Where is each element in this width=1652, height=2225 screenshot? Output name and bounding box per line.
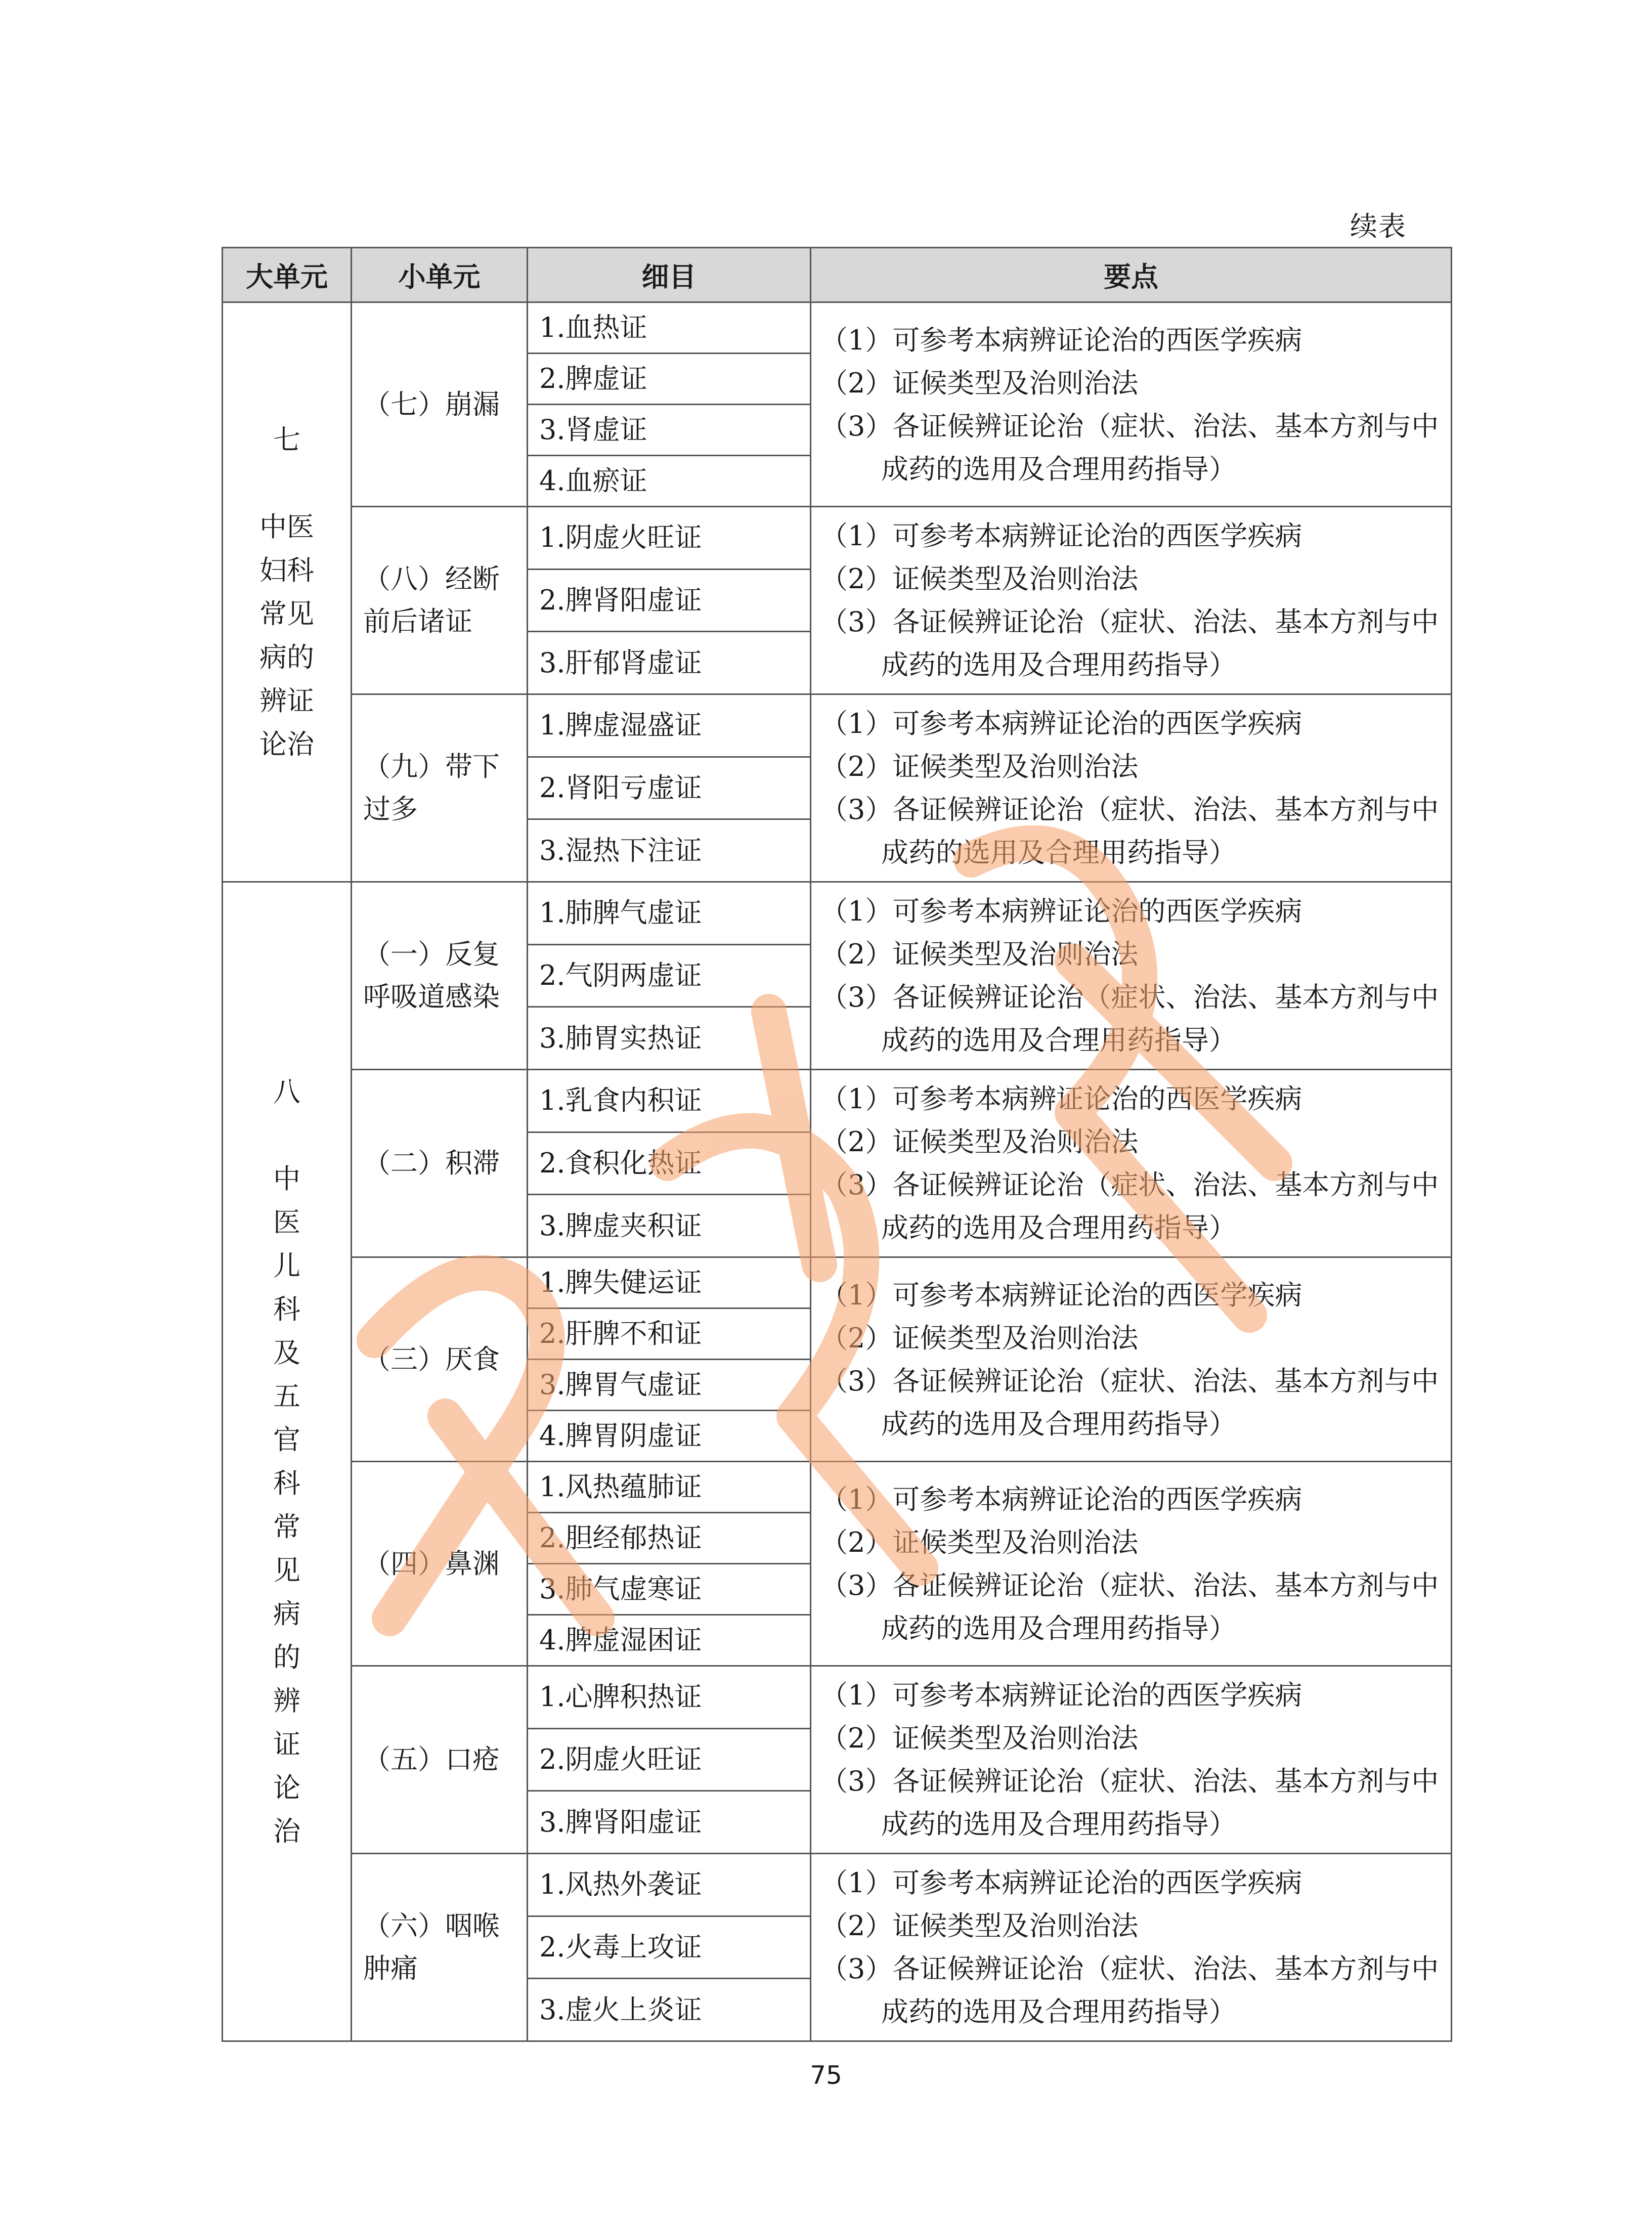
key-point-line: （2）证候类型及治则治法 [820,1722,1139,1754]
key-point-line: （1）可参考本病辨证论治的西医学疾病 [820,708,1302,739]
item-cell: 3.脾胃气虚证 [528,1360,811,1411]
key-point-line: （2）证候类型及治则治法 [820,751,1139,782]
key-points-cell [811,1070,1452,1257]
item-cell: 1.肺脾气虚证 [528,882,811,945]
major-unit-cell: 八 中 医 儿 科 及 五 官 科 常 见 病 的 辨 证 论 治 [223,882,352,2041]
table-row [223,1666,1452,1729]
key-points-cell [811,302,1452,507]
table-row [223,507,1452,570]
major-unit-cell: 七 中医 妇科 常见 病的 辨证 论治 [223,302,352,882]
key-point-line: （2）证候类型及治则治法 [820,367,1139,399]
header-key-points: 要点 [811,248,1452,302]
item-cell: 1.心脾积热证 [528,1666,811,1729]
item-cell: 4.脾胃阴虚证 [528,1411,811,1462]
key-point-line: （3）各证候辨证论治（症状、治法、基本方剂与中 [820,981,1439,1013]
key-points-cell [811,1462,1452,1666]
key-point-line: 成药的选用及合理用药指导） [881,837,1236,868]
key-point-line: （1）可参考本病辨证论治的西医学疾病 [820,1867,1302,1899]
key-points-cell [811,1854,1452,2041]
item-cell: 1.乳食内积证 [528,1070,811,1132]
item-cell: 3.肺胃实热证 [528,1007,811,1070]
key-points-cell [811,1666,1452,1854]
key-point-line: （2）证候类型及治则治法 [820,1126,1139,1158]
minor-unit-cell: （三）厌食 [352,1257,528,1462]
minor-unit-cell: （六）咽喉肿痛 [352,1854,528,2041]
header-major-unit: 大单元 [223,248,352,302]
item-cell: 1.血热证 [528,302,811,354]
item-cell: 3.肺气虚寒证 [528,1564,811,1615]
table-header-row [223,248,1452,302]
page-number: 75 [810,2061,842,2090]
key-point-line: （3）各证候辨证论治（症状、治法、基本方剂与中 [820,410,1439,442]
key-point-line: （3）各证候辨证论治（症状、治法、基本方剂与中 [820,794,1439,825]
key-point-line: 成药的选用及合理用药指导） [881,1808,1236,1840]
key-point-line: （2）证候类型及治则治法 [820,938,1139,970]
item-cell: 3.肾虚证 [528,405,811,456]
minor-unit-cell: （五）口疮 [352,1666,528,1854]
key-point-line: （1）可参考本病辨证论治的西医学疾病 [820,1483,1302,1515]
item-cell: 2.食积化热证 [528,1132,811,1195]
item-cell: 3.脾肾阳虚证 [528,1791,811,1854]
key-point-line: 成药的选用及合理用药指导） [881,1024,1236,1056]
key-point-line: （3）各证候辨证论治（症状、治法、基本方剂与中 [820,1953,1439,1985]
table-row [223,1257,1452,1308]
key-point-line: （3）各证候辨证论治（症状、治法、基本方剂与中 [820,606,1439,638]
key-point-line: 成药的选用及合理用药指导） [881,1612,1236,1644]
minor-unit-cell: （四）鼻渊 [352,1462,528,1666]
table-row [223,882,1452,945]
minor-unit-cell: （二）积滞 [352,1070,528,1257]
item-cell: 2.气阴两虚证 [528,944,811,1007]
key-point-line: 成药的选用及合理用药指导） [881,649,1236,681]
table-row [223,1462,1452,1513]
item-cell: 3.虚火上炎证 [528,1979,811,2041]
item-cell: 2.胆经郁热证 [528,1513,811,1564]
key-point-line: （2）证候类型及治则治法 [820,563,1139,595]
table-row [223,694,1452,757]
table-row [223,302,1452,354]
key-point-line: 成药的选用及合理用药指导） [881,1408,1236,1440]
table-body [223,302,1452,2041]
item-cell: 3.脾虚夹积证 [528,1195,811,1257]
key-point-line: （3）各证候辨证论治（症状、治法、基本方剂与中 [820,1169,1439,1201]
key-point-line: 成药的选用及合理用药指导） [881,453,1236,485]
item-cell: 4.脾虚湿困证 [528,1615,811,1666]
item-cell: 1.阴虚火旺证 [528,507,811,570]
key-points-cell [811,694,1452,882]
item-cell: 1.脾虚湿盛证 [528,694,811,757]
key-points-cell [811,507,1452,694]
minor-unit-cell: （九）带下过多 [352,694,528,882]
item-cell: 4.血瘀证 [528,456,811,507]
key-point-line: （1）可参考本病辨证论治的西医学疾病 [820,1083,1302,1115]
key-point-line: （1）可参考本病辨证论治的西医学疾病 [820,1279,1302,1311]
key-point-line: （1）可参考本病辨证论治的西医学疾病 [820,520,1302,552]
key-point-line: 成药的选用及合理用药指导） [881,1212,1236,1244]
key-point-line: （1）可参考本病辨证论治的西医学疾病 [820,895,1302,927]
table-row [223,1854,1452,1916]
table-row [223,1070,1452,1132]
minor-unit-cell: （一）反复呼吸道感染 [352,882,528,1070]
item-cell: 1.脾失健运证 [528,1257,811,1308]
minor-unit-cell: （七）崩漏 [352,302,528,507]
item-cell: 2.肾阳亏虚证 [528,757,811,819]
key-point-line: （2）证候类型及治则治法 [820,1322,1139,1354]
item-cell: 2.脾肾阳虚证 [528,569,811,632]
key-point-line: （3）各证候辨证论治（症状、治法、基本方剂与中 [820,1365,1439,1397]
key-point-line: （1）可参考本病辨证论治的西医学疾病 [820,1679,1302,1711]
key-points-cell [811,1257,1452,1462]
minor-unit-cell: （八）经断前后诸证 [352,507,528,694]
item-cell: 2.火毒上攻证 [528,1916,811,1979]
key-points-cell [811,882,1452,1070]
key-point-line: （2）证候类型及治则治法 [820,1910,1139,1942]
item-cell: 1.风热蕴肺证 [528,1462,811,1513]
item-cell: 2.肝脾不和证 [528,1308,811,1360]
key-point-line: （3）各证候辨证论治（症状、治法、基本方剂与中 [820,1765,1439,1797]
key-point-line: （2）证候类型及治则治法 [820,1526,1139,1558]
key-point-line: （1）可参考本病辨证论治的西医学疾病 [820,324,1302,356]
key-point-line: 成药的选用及合理用药指导） [881,1996,1236,2028]
item-cell: 1.风热外袭证 [528,1854,811,1916]
item-cell: 3.肝郁肾虚证 [528,632,811,694]
header-item: 细目 [528,248,811,302]
key-point-line: （3）各证候辨证论治（症状、治法、基本方剂与中 [820,1569,1439,1601]
syllabus-table [222,247,1452,2042]
continued-label: 续表 [1350,210,1407,242]
header-minor-unit: 小单元 [352,248,528,302]
item-cell: 2.脾虚证 [528,354,811,405]
item-cell: 3.湿热下注证 [528,819,811,882]
item-cell: 2.阴虚火旺证 [528,1728,811,1791]
